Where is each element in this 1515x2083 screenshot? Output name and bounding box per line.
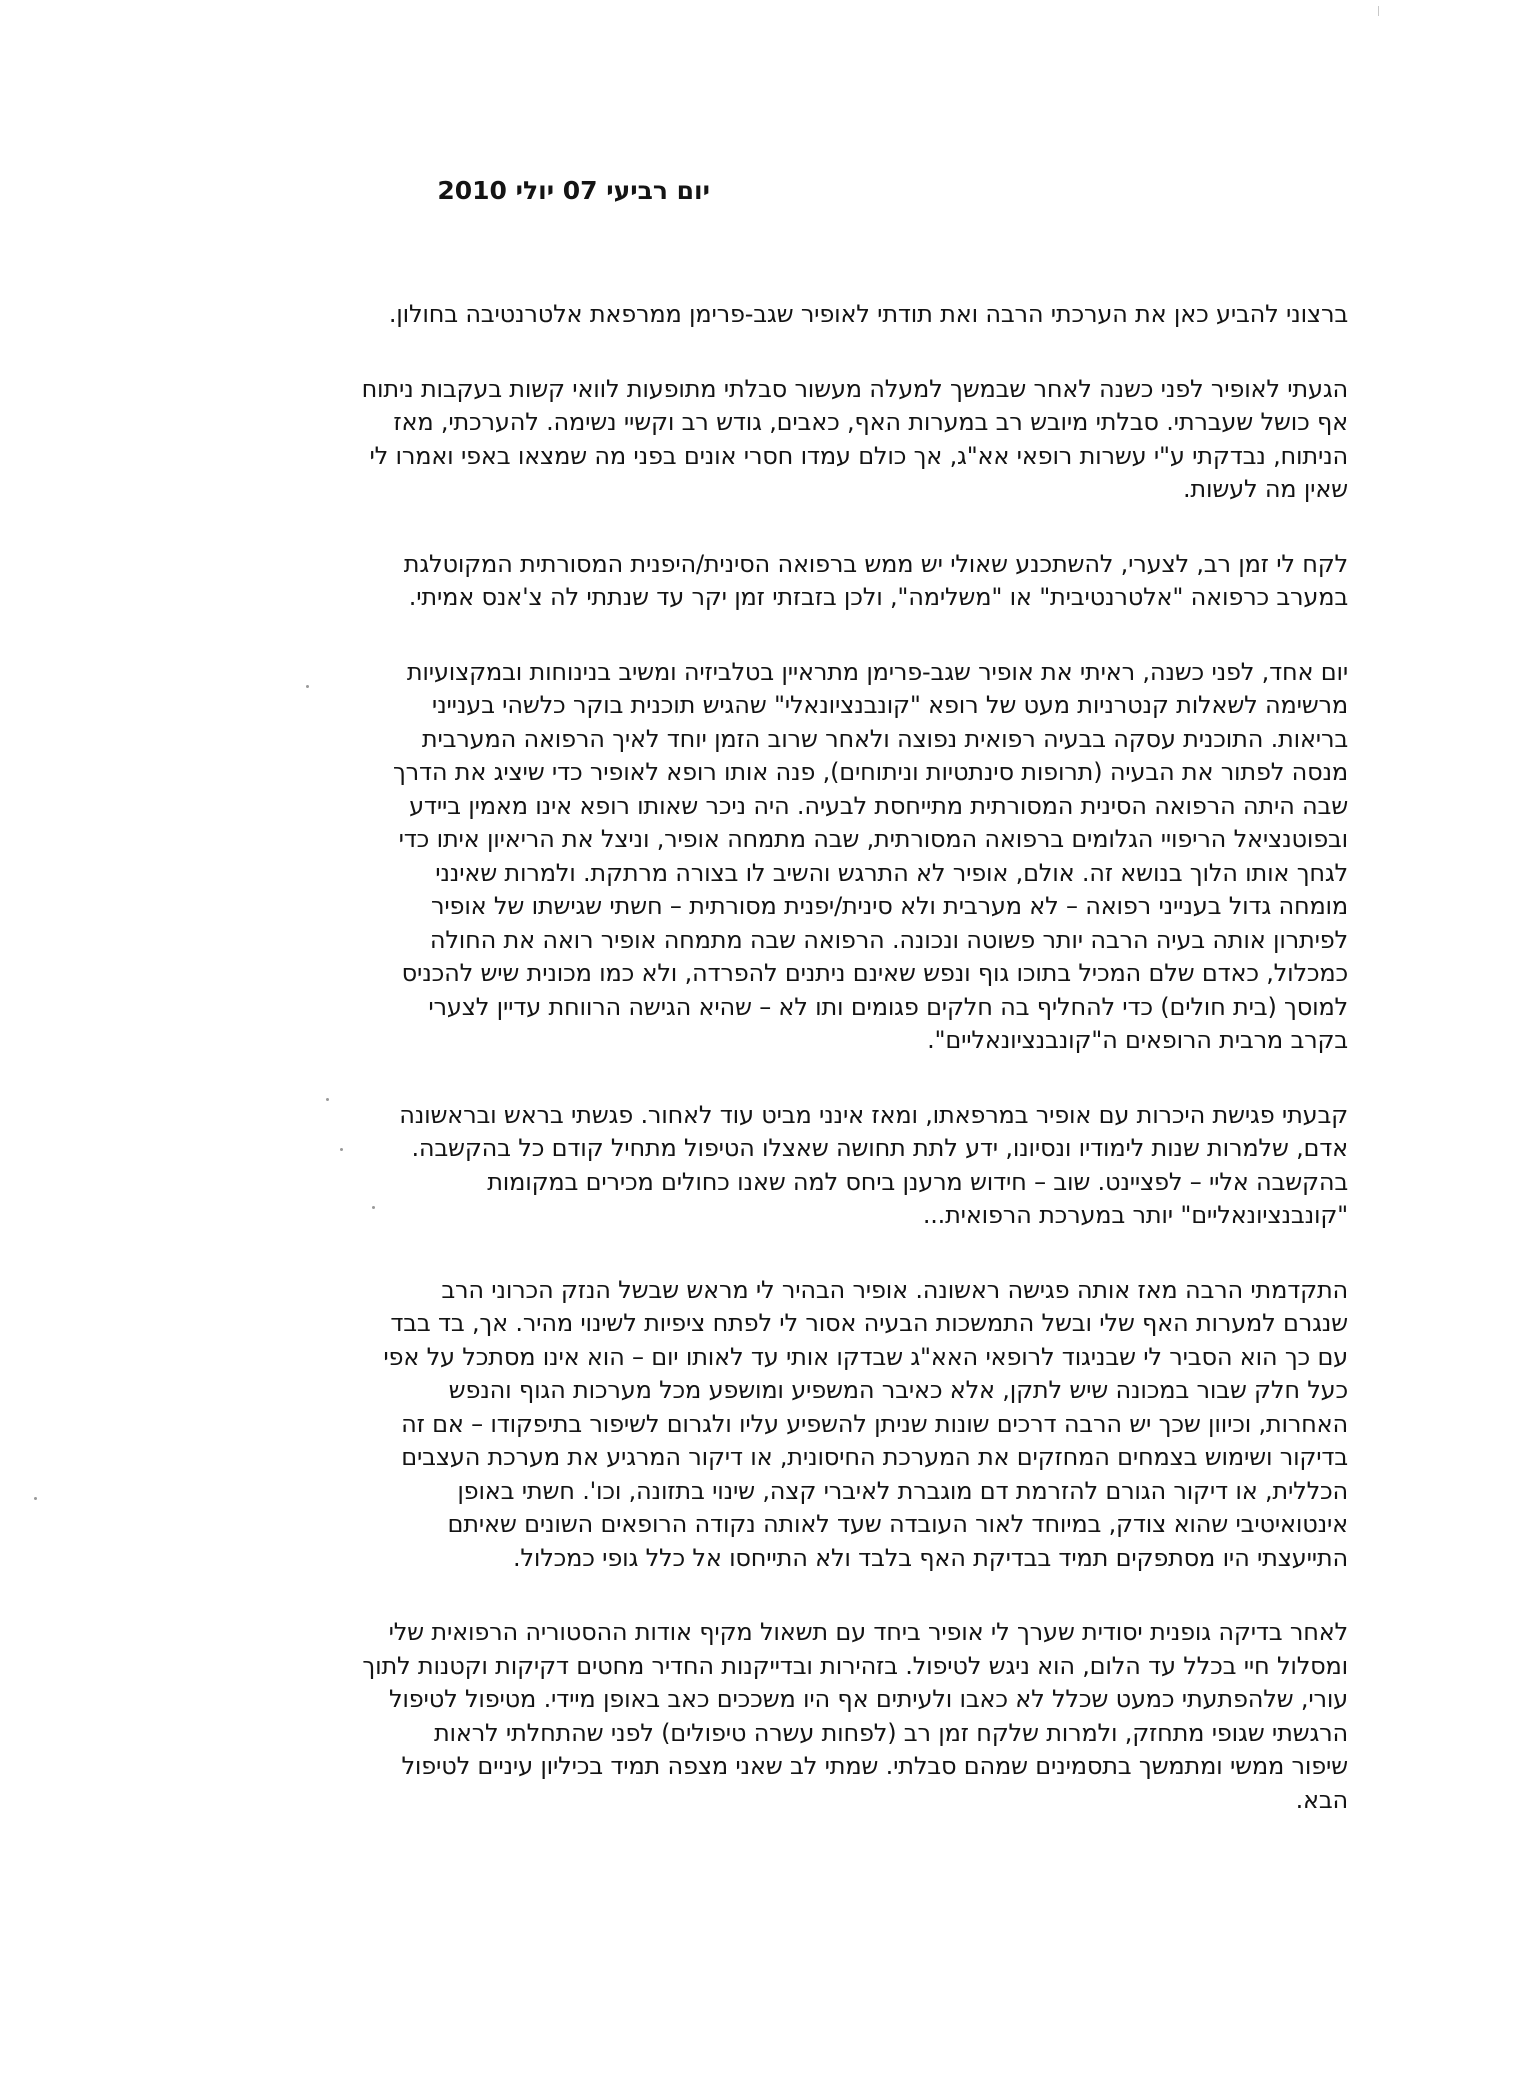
paragraph [318,298,1348,332]
text-line: הכללית, או דיקור הגורם להזרמת דם מוגברת לאיברי קצה, שינוי בתזונה, וכו'. חשתי באופן [457,1476,1348,1505]
paragraph [318,656,1348,1058]
text-line: התקדמתי הרבה מאז אותה פגישה ראשונה. אופיר הבהיר לי מראש שבשל הנזק הכרוני הרב [441,1275,1348,1304]
text-line: כעל חלק שבור במכונה שיש לתקן, אלא כאיבר המשפיע ומושפע מכל מערכות הגוף והנפש [448,1376,1348,1404]
text-line: התייעצתי היו מסתפקים תמיד בבדיקת האף בלבד ולא התייחסו אל כלל גופי כמכלול. [513,1543,1348,1572]
text-line: בריאות. התוכנית עסקה בבעיה רפואית נפוצה ולאחר שרוב הזמן יוחד לאיך הרפואה המערבית [421,724,1348,753]
text-line: לאחר בדיקה גופנית יסודית שערך לי אופיר ביחד עם תשאול מקיף אודות ההסטוריה הרפואית שלי [388,1618,1348,1646]
paragraph [318,1616,1348,1817]
text-line: בדיקור ושימוש בצמחים המחזקים את המערכת החיסונית, או דיקור המרגיע את מערכת העצבים [401,1443,1348,1471]
text-line: שבה היתה הרפואה הסינית המסורתית מתייחסת לבעיה. היה ניכר שאותו רופא אינו מאמין ביידע [409,791,1348,820]
text-line: אינטואיטיבי שהוא צודק, במיוחד לאור העובדה שעד לאותה נקודה הרופאים השונים שאיתם [447,1510,1348,1538]
paragraph [318,1274,1348,1576]
text-line: שיפור ממשי ומתמשך בתסמינים שמהם סבלתי. שמתי לב שאני מצפה תמיד בכיליון עיניים לטיפול [401,1752,1348,1780]
text-line: "קונבנציונאליים" יותר במערכת הרפואית... [922,1201,1348,1229]
scan-speck [340,1148,343,1151]
text-line: האחרות, וכיוון שכך יש הרבה דרכים שונות שניתן להשפיע עליו ולגרום לשיפור בתיפקודו – אם זה [401,1409,1348,1438]
scan-speck [306,685,309,688]
text-line: עורי, שלהפתעתי כמעט שכלל לא כאבו ולעיתים אף היו משככים כאב באופן מיידי. מטיפול לטיפול [388,1685,1348,1713]
scan-mark [1378,6,1379,16]
text-line: מומחה גדול בענייני רפואה – לא מערבית ולא סינית/יפנית מסורתית – חשתי שגישתו של אופיר [431,892,1348,920]
text-line: מרשימה לשאלות קנטרניות מעט של רופא "קונבנציונאלי" שהגיש תוכנית בוקר כלשהי בענייני [431,691,1348,719]
text-line: בהקשבה אליי – לפציינט. שוב – חידוש מרענן ביחס למה שאנו כחולים מכירים במקומות [487,1167,1348,1196]
text-line: לקח לי זמן רב, לצערי, להשתכנע שאולי יש ממש ברפואה הסינית/היפנית המסורתית המקוטלגת [403,549,1348,578]
text-line: שנגרם למערות האף שלי ובשל התמשכות הבעיה אסור לי לפתח ציפיות לשינוי מהיר. אך, בד בבד [390,1309,1348,1337]
paragraph [318,1099,1348,1233]
paragraph [318,373,1348,507]
text-line: למוסך (בית חולים) כדי להחליף בה חלקים פגומים ותו לא – שהיא הגישה הרווחת עדיין לצערי [428,992,1348,1021]
scan-speck [34,1497,37,1500]
scan-speck [326,1098,329,1101]
text-line: הבא. [1295,1785,1348,1814]
text-line: ומסלול חיי בכלל עד הלום, הוא ניגש לטיפול. בזהירות ובדייקנות החדיר מחטים דקיקות וקטנות לתוך [362,1651,1348,1680]
scan-speck [372,1206,375,1209]
date-line: יום רביעי 07 יולי 2010 [437,176,710,205]
text-line: בקרב מרבית הרופאים ה"קונבנציונאליים". [927,1026,1348,1054]
paragraph [318,548,1348,615]
text-line: הגעתי לאופיר לפני כשנה לאחר שבמשך למעלה מעשור סבלתי מתופעות לוואי קשות בעקבות ניתוח [361,374,1348,403]
text-line: ובפוטנציאל הריפויי הגלומים ברפואה המסורתית, שבה מתמחה אופיר, וניצל את הריאיון איתו כדי [398,825,1348,853]
text-line: לגחך אותו הלוך בנושא זה. אולם, אופיר לא התרגש והשיב לו בצורה מרתקת. ולמרות שאינני [435,858,1348,887]
text-line: קבעתי פגישת היכרות עם אופיר במרפאתו, ומאז אינני מביט עוד לאחור. פגשתי בראש ובראשונה [399,1100,1348,1129]
text-line: עם כך הוא הסביר לי שבניגוד לרופאי האא"ג שבדקו אותי עד לאותו יום – הוא אינו מסתכל על אפי [383,1342,1348,1371]
text-line: כמכלול, כאדם שלם המכיל בתוכו גוף ונפש שאינם ניתנים להפרדה, ולא כמו מכונית שיש להכניס [401,959,1348,987]
text-line: לפיתרון אותה בעיה הרבה יותר פשוטה ונכונה. הרפואה שבה מתמחה אופיר רואה את החולה [429,925,1348,954]
text-line: הניתוח, נבדקתי ע"י עשרות רופאי אא"ג, אך כולם עמדו חסרי אונים בפני מה שמצאו באפי ואמרו לי [369,441,1348,470]
text-line: אדם, שלמרות שנות לימודיו ונסיונו, ידע לתת תחושה שאצלו הטיפול מתחיל קודם כל בהקשבה. [411,1134,1348,1162]
text-line: שאין מה לעשות. [1182,475,1348,503]
text-line: יום אחד, לפני כשנה, ראיתי את אופיר שגב-פרימן מתראיין בטלביזיה ומשיב בנינוחות ובמקצועיות [406,657,1348,686]
text-line: במערב כרפואה "אלטרנטיבית" או "משלימה", ולכן בזבזתי זמן יקר עד שנתתי לה צ'אנס אמיתי. [408,583,1348,611]
text-line: מנסה לפתור את הבעיה (תרופות סינתטיות וניתוחים), פנה אותו רופא לאופיר כדי שיציג את הדרך [392,758,1348,786]
text-line: הרגשתי שגופי מתחזק, ולמרות שלקח זמן רב (לפחות עשרה טיפולים) לפני שהתחלתי לראות [433,1718,1348,1747]
text-line: ברצוני להביע כאן את הערכתי הרבה ואת תודתי לאופיר שגב-פרימן ממרפאת אלטרנטיבה בחולון. [388,300,1348,328]
text-line: אף כושל שעברתי. סבלתי מיובש רב במערות האף, כאבים, גודש רב וקשיי נשימה. להערכתי, מאז [393,408,1348,436]
letter-body [318,298,1348,1858]
